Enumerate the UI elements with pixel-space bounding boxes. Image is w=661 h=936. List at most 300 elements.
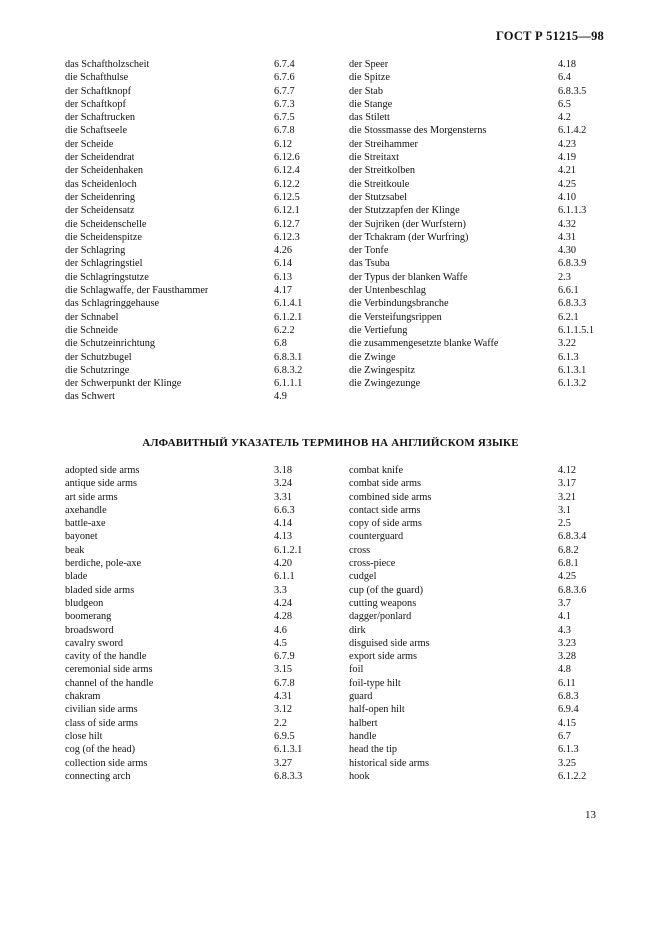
index-reference: 6.1.1.3 <box>558 205 587 217</box>
index-entry <box>65 178 321 191</box>
index-term: blade <box>65 571 88 583</box>
index-entry <box>65 111 321 124</box>
index-entry <box>349 151 605 164</box>
index-reference: 6.8.3.3 <box>274 770 303 782</box>
index-entry <box>349 690 605 703</box>
index-term: close hilt <box>65 730 103 742</box>
index-entry <box>349 71 605 84</box>
index-reference: 6.8.3.5 <box>558 85 587 97</box>
index-term: die Streitaxt <box>349 152 400 164</box>
index-term: head the tip <box>349 744 398 756</box>
index-reference: 3.31 <box>274 491 293 503</box>
index-term: der Streitkolben <box>349 165 416 177</box>
index-term: connecting arch <box>65 770 131 782</box>
index-term: die Scheidenschelle <box>65 218 147 230</box>
index-term: der Speer <box>349 59 389 70</box>
german-index <box>65 58 606 404</box>
index-reference: 6.7.8 <box>274 125 295 137</box>
index-entry <box>349 231 605 244</box>
index-term: class of side arms <box>65 717 138 729</box>
index-entry <box>349 597 605 610</box>
index-entry <box>349 351 605 364</box>
index-reference: 4.8 <box>558 664 571 676</box>
index-reference: 6.12.2 <box>274 178 300 190</box>
index-reference: 6.12.5 <box>274 191 300 203</box>
english-index-right-column <box>349 464 605 783</box>
index-term: hook <box>349 770 370 782</box>
index-term: collection side arms <box>65 757 148 769</box>
index-entry <box>65 138 321 151</box>
index-term: boomerang <box>65 611 112 623</box>
index-entry <box>349 204 605 217</box>
english-index-title: АЛФАВИТНЫЙ УКАЗАТЕЛЬ ТЕРМИНОВ НА АНГЛИЙСКОМ ЯЗЫКЕ <box>142 437 519 449</box>
index-entry <box>65 351 321 364</box>
index-reference: 6.7.7 <box>274 85 295 97</box>
index-reference: 3.18 <box>274 465 293 476</box>
index-term: counterguard <box>349 531 404 543</box>
index-reference: 6.12.7 <box>274 218 300 230</box>
index-reference: 6.1.1.1 <box>274 378 303 390</box>
index-reference: 6.8.3.4 <box>558 531 587 543</box>
index-entry <box>349 464 605 477</box>
index-entry <box>65 337 321 350</box>
index-reference: 4.21 <box>558 165 577 177</box>
index-reference: 4.19 <box>558 152 577 164</box>
index-entry <box>349 557 605 570</box>
index-term: bayonet <box>65 531 98 543</box>
index-entry <box>349 677 605 690</box>
index-reference: 4.20 <box>274 558 293 570</box>
index-entry <box>349 570 605 583</box>
index-reference: 4.25 <box>558 178 577 190</box>
index-term: contact side arms <box>349 504 421 516</box>
index-reference: 3.3 <box>274 584 287 596</box>
index-entry <box>65 730 321 743</box>
index-entry <box>65 271 321 284</box>
index-term: art side arms <box>65 491 118 503</box>
index-reference: 6.1.1.5.1 <box>558 324 595 336</box>
index-entry <box>65 757 321 770</box>
index-reference: 6.11 <box>558 677 576 689</box>
index-reference: 6.9.4 <box>558 704 579 716</box>
index-entry <box>65 491 321 504</box>
index-term: cutting weapons <box>349 597 417 609</box>
index-term: chakram <box>65 691 101 703</box>
index-reference: 6.8.3.2 <box>274 364 303 376</box>
index-reference: 4.25 <box>558 571 577 583</box>
index-entry <box>65 257 321 270</box>
index-entry <box>65 311 321 324</box>
index-term: broadsword <box>65 624 114 636</box>
index-entry <box>349 244 605 257</box>
index-entry <box>349 311 605 324</box>
index-reference: 6.7.5 <box>274 112 295 124</box>
index-term: foil-type hilt <box>349 677 401 689</box>
index-entry <box>65 517 321 530</box>
index-term: combat side arms <box>349 478 422 490</box>
index-term: das Tsuba <box>349 258 390 270</box>
index-reference: 6.6.3 <box>274 504 295 516</box>
index-entry <box>65 544 321 557</box>
index-reference: 6.4 <box>558 72 571 84</box>
index-term: cavity of the handle <box>65 651 147 663</box>
index-entry <box>349 178 605 191</box>
index-term: cross-piece <box>349 558 396 570</box>
index-entry <box>349 124 605 137</box>
index-term: axehandle <box>65 504 107 516</box>
index-term: der Schnabel <box>65 311 119 323</box>
index-reference: 6.7 <box>558 730 571 742</box>
index-reference: 6.7.6 <box>274 72 295 84</box>
index-reference: 6.7.8 <box>274 677 295 689</box>
index-reference: 4.10 <box>558 191 577 203</box>
index-entry <box>65 98 321 111</box>
index-entry <box>349 504 605 517</box>
index-entry <box>349 377 605 390</box>
index-term: antique side arms <box>65 478 138 490</box>
index-term: die Zwingespitz <box>349 364 416 376</box>
index-entry <box>65 610 321 623</box>
index-entry <box>349 743 605 756</box>
index-reference: 2.3 <box>558 271 571 283</box>
index-reference: 6.12.4 <box>274 165 300 177</box>
index-reference: 3.21 <box>558 491 577 503</box>
index-term: combined side arms <box>349 491 432 503</box>
index-entry <box>349 530 605 543</box>
index-term: dirk <box>349 624 366 636</box>
index-entry <box>349 703 605 716</box>
index-reference: 4.28 <box>274 611 293 623</box>
index-entry <box>65 717 321 730</box>
index-reference: 4.13 <box>274 531 293 543</box>
index-entry <box>65 390 321 403</box>
index-reference: 6.8.3.3 <box>558 298 587 310</box>
index-reference: 6.1.2.1 <box>274 544 303 556</box>
index-term: der Tonfe <box>349 245 389 257</box>
index-term: copy of side arms <box>349 518 422 530</box>
index-entry <box>65 124 321 137</box>
index-reference: 6.8.3.6 <box>558 584 587 596</box>
index-term: das Schlagringgehause <box>65 298 160 310</box>
index-entry <box>65 504 321 517</box>
index-entry <box>65 624 321 637</box>
index-term: die Schutzeinrichtung <box>65 338 156 350</box>
index-entry <box>349 164 605 177</box>
index-reference: 6.1.3 <box>558 744 579 756</box>
index-term: der Scheidendrat <box>65 152 135 164</box>
index-reference: 4.31 <box>274 691 293 703</box>
index-reference: 4.15 <box>558 717 577 729</box>
index-term: die Schlagwaffe, der Fausthammer <box>65 285 209 297</box>
index-entry <box>349 284 605 297</box>
index-term: half-open hilt <box>349 704 405 716</box>
index-term: der Stutzsabel <box>349 191 408 203</box>
index-entry <box>65 218 321 231</box>
index-term: channel of the handle <box>65 677 154 689</box>
index-reference: 6.12.3 <box>274 231 300 243</box>
index-entry <box>65 677 321 690</box>
index-entry <box>65 244 321 257</box>
index-reference: 6.1.3.1 <box>558 364 587 376</box>
index-reference: 2.2 <box>274 717 287 729</box>
index-term: battle-axe <box>65 518 106 530</box>
index-entry <box>349 218 605 231</box>
index-term: dagger/ponlard <box>349 611 412 623</box>
index-term: das Stilett <box>349 112 390 124</box>
index-entry <box>349 757 605 770</box>
index-reference: 6.2.2 <box>274 324 295 336</box>
index-entry <box>349 364 605 377</box>
index-entry <box>65 364 321 377</box>
index-entry <box>65 284 321 297</box>
index-entry <box>349 191 605 204</box>
index-entry <box>349 544 605 557</box>
index-term: der Untenbeschlag <box>349 285 426 297</box>
index-term: beak <box>65 544 85 556</box>
index-term: die Versteifungsrippen <box>349 311 442 323</box>
index-entry <box>349 730 605 743</box>
index-reference: 6.2.1 <box>558 311 579 323</box>
index-entry <box>349 138 605 151</box>
index-reference: 6.1.3 <box>558 351 579 363</box>
index-reference: 3.27 <box>274 757 293 769</box>
index-reference: 6.7.3 <box>274 98 295 110</box>
index-term: der Schaftrucken <box>65 112 136 124</box>
index-term: historical side arms <box>349 757 430 769</box>
index-reference: 4.1 <box>558 611 571 623</box>
index-reference: 2.5 <box>558 518 571 530</box>
index-term: der Schaftknopf <box>65 85 132 97</box>
index-entry <box>65 151 321 164</box>
index-entry <box>65 650 321 663</box>
index-term: civilian side arms <box>65 704 138 716</box>
index-entry <box>65 85 321 98</box>
index-term: das Schaftholzscheit <box>65 59 150 70</box>
index-term: die Stossmasse des Morgensterns <box>349 125 487 137</box>
index-term: der Scheidensatz <box>65 205 135 217</box>
index-term: handle <box>349 730 377 742</box>
index-entry <box>65 703 321 716</box>
index-term: cog (of the head) <box>65 744 136 756</box>
index-term: der Schlagringstiel <box>65 258 143 270</box>
index-reference: 6.8.1 <box>558 558 579 570</box>
index-term: der Stutzzapfen der Klinge <box>349 205 460 217</box>
german-index-left-column <box>65 58 321 404</box>
index-entry <box>65 530 321 543</box>
index-reference: 3.1 <box>558 504 571 516</box>
index-reference: 4.17 <box>274 285 293 297</box>
index-reference: 4.2 <box>558 112 571 124</box>
index-term: berdiche, pole-axe <box>65 558 142 570</box>
index-term: der Streihammer <box>349 138 418 150</box>
index-term: der Schlagring <box>65 245 126 257</box>
index-term: der Schaftkopf <box>65 98 126 110</box>
index-entry <box>65 584 321 597</box>
index-term: die Schafthulse <box>65 72 129 84</box>
index-term: die Streitkoule <box>349 178 410 190</box>
index-reference: 4.23 <box>558 138 577 150</box>
index-term: der Sujriken (der Wurfstern) <box>349 218 466 230</box>
index-reference: 6.12 <box>274 138 293 150</box>
index-reference: 3.28 <box>558 651 577 663</box>
index-reference: 6.7.4 <box>274 59 295 70</box>
german-index-right-column <box>349 58 605 404</box>
index-entry <box>65 324 321 337</box>
index-entry <box>349 770 605 783</box>
index-term: adopted side arms <box>65 465 140 476</box>
index-term: die Schaftseele <box>65 125 128 137</box>
index-reference: 6.14 <box>274 258 293 270</box>
index-reference: 4.32 <box>558 218 577 230</box>
index-reference: 6.8 <box>274 338 287 350</box>
index-entry <box>349 610 605 623</box>
index-term: disguised side arms <box>349 637 430 649</box>
index-entry <box>65 570 321 583</box>
index-term: der Schutzbugel <box>65 351 132 363</box>
index-reference: 3.25 <box>558 757 577 769</box>
index-entry <box>349 584 605 597</box>
index-reference: 3.7 <box>558 597 571 609</box>
index-term: cudgel <box>349 571 377 583</box>
index-entry <box>65 377 321 390</box>
index-term: die Zwingezunge <box>349 378 421 390</box>
index-entry <box>65 663 321 676</box>
index-entry <box>65 557 321 570</box>
index-entry <box>65 231 321 244</box>
index-entry <box>349 297 605 310</box>
index-reference: 4.18 <box>558 59 577 70</box>
index-reference: 3.17 <box>558 478 577 490</box>
index-term: der Tchakram (der Wurfring) <box>349 231 469 243</box>
index-term: der Scheidenring <box>65 191 136 203</box>
index-reference: 4.31 <box>558 231 577 243</box>
index-reference: 4.30 <box>558 245 577 257</box>
index-reference: 6.1.4.1 <box>274 298 303 310</box>
index-entry <box>349 491 605 504</box>
index-term: das Scheidenloch <box>65 178 137 190</box>
index-term: das Schwert <box>65 391 116 403</box>
index-term: cup (of the guard) <box>349 584 424 596</box>
index-entry <box>65 597 321 610</box>
index-reference: 6.1.4.2 <box>558 125 587 137</box>
index-entry <box>65 58 321 71</box>
index-term: cross <box>349 544 371 556</box>
page-number: 13 <box>585 809 596 821</box>
index-reference: 6.8.2 <box>558 544 579 556</box>
index-reference: 6.1.3.1 <box>274 744 303 756</box>
index-entry <box>65 690 321 703</box>
index-reference: 4.24 <box>274 597 293 609</box>
index-entry <box>349 477 605 490</box>
index-term: der Stab <box>349 85 384 97</box>
index-reference: 3.24 <box>274 478 293 490</box>
index-term: die Schneide <box>65 324 118 336</box>
index-entry <box>349 271 605 284</box>
index-entry <box>349 650 605 663</box>
index-entry <box>65 164 321 177</box>
index-reference: 6.13 <box>274 271 293 283</box>
index-entry <box>349 624 605 637</box>
index-entry <box>65 297 321 310</box>
index-reference: 6.1.2.1 <box>274 311 303 323</box>
index-entry <box>349 517 605 530</box>
index-entry <box>65 637 321 650</box>
index-reference: 4.3 <box>558 624 571 636</box>
index-term: foil <box>349 664 364 676</box>
index-entry <box>349 637 605 650</box>
index-term: bladed side arms <box>65 584 135 596</box>
index-term: bludgeon <box>65 597 104 609</box>
index-reference: 6.5 <box>558 98 571 110</box>
index-reference: 6.12.1 <box>274 205 300 217</box>
index-term: cavalry sword <box>65 637 124 649</box>
index-reference: 6.1.3.2 <box>558 378 587 390</box>
index-reference: 6.8.3.1 <box>274 351 303 363</box>
index-term: ceremonial side arms <box>65 664 153 676</box>
index-term: die Verbindungsbranche <box>349 298 449 310</box>
index-entry <box>65 743 321 756</box>
index-reference: 3.22 <box>558 338 577 350</box>
index-term: die Vertiefung <box>349 324 408 336</box>
index-term: der Scheide <box>65 138 114 150</box>
index-entry <box>349 337 605 350</box>
index-reference: 3.15 <box>274 664 293 676</box>
index-reference: 6.9.5 <box>274 730 295 742</box>
english-index-left-column <box>65 464 321 783</box>
index-reference: 4.26 <box>274 245 293 257</box>
index-entry <box>349 663 605 676</box>
index-reference: 6.1.1 <box>274 571 295 583</box>
index-reference: 6.1.2.2 <box>558 770 587 782</box>
index-reference: 3.23 <box>558 637 577 649</box>
index-term: der Scheidenhaken <box>65 165 144 177</box>
index-entry <box>349 58 605 71</box>
index-reference: 4.12 <box>558 465 577 476</box>
index-reference: 4.6 <box>274 624 287 636</box>
index-reference: 6.6.1 <box>558 285 579 297</box>
index-entry <box>65 191 321 204</box>
index-entry <box>349 85 605 98</box>
index-term: die Spitze <box>349 72 390 84</box>
index-term: export side arms <box>349 651 418 663</box>
index-reference: 4.14 <box>274 518 293 530</box>
index-reference: 6.8.3.9 <box>558 258 587 270</box>
index-reference: 6.8.3 <box>558 691 579 703</box>
document-code: ГОСТ Р 51215—98 <box>495 29 604 43</box>
index-entry <box>349 111 605 124</box>
index-term: die Zwinge <box>349 351 396 363</box>
index-entry <box>65 770 321 783</box>
index-entry <box>349 98 605 111</box>
index-reference: 4.5 <box>274 637 287 649</box>
index-term: combat knife <box>349 465 404 476</box>
index-entry <box>349 257 605 270</box>
index-reference: 4.9 <box>274 391 287 403</box>
index-reference: 3.12 <box>274 704 293 716</box>
index-term: der Schwerpunkt der Klinge <box>65 378 182 390</box>
index-term: halbert <box>349 717 378 729</box>
index-entry <box>65 477 321 490</box>
index-term: die zusammengesetzte blanke Waffe <box>349 338 499 350</box>
english-index <box>65 464 606 783</box>
index-term: guard <box>349 691 373 703</box>
index-term: die Scheidenspitze <box>65 231 142 243</box>
index-entry <box>65 204 321 217</box>
index-entry <box>65 71 321 84</box>
index-term: die Schutzringe <box>65 364 130 376</box>
index-term: die Schlagringstutze <box>65 271 149 283</box>
index-reference: 6.12.6 <box>274 152 300 164</box>
